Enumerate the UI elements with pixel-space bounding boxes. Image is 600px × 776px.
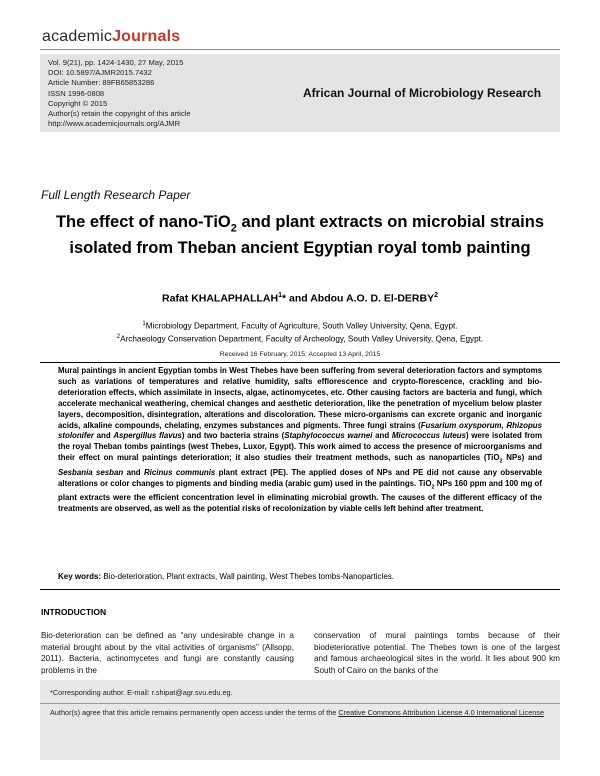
- header-divider: [40, 49, 560, 50]
- author-1: Rafat KHALAPHALLAH: [162, 292, 279, 305]
- authors: Rafat KHALAPHALLAH$^1$* and Abdou A.O. D. El-DERBY$^2$: [162, 292, 438, 305]
- article-title: The effect of nano-TiO$_2$ and plant extracts on microbial strains isolated from Theban ancient Egyptian royal tomb painting: [55, 213, 545, 258]
- article-number-line: Article Number: 89FB65853286: [48, 78, 155, 88]
- abstract: Mural paintings in ancient Egyptian tombs in West Thebes have been suffering from several deterioration factors and symptoms such as variations of temperatures and relative humidity, salts efflorescence and crypto-florescence, crackling and bio-deterioration effects, which assimilate in insects, algae, actinomycetes, etc. Other causing factors are bacteria and fungi, which accelerate mechanical weathering, chemical changes and aesthetic deterioration, like the penetration of mycelium below plaster layers, decomposition, disintegration, alterations and discoloration. These micro-organisms can excrete organic and inorganic acids, alkaline compounds, chelating, enzymes substances and pigments. Three fungi strains (Fusarium oxysporum, Rhizopus stolonifer and Aspergillus flavus) and two bacteria strains (Staphylococcus warnei and Micrococcus luteus) were isolated from the royal Theban tombs paintings (west Thebes, Luxor, Egypt). This work aimed to access the presence of microorganisms and their effect on mural paintings deterioration; it also studies their treatment methods, such as nanoparticles (TiO$_2$ NPs) and Sesbania sesban and Ricinus communis plant extract (PE). The applied doses of NPs and PE did not cause any observable alterations or color changes to pigments and binding media (arabic gum) used in the paintings. TiO$_2$ NPs 160 ppm and 100 mg of plant extracts were the efficient concentration level in eliminating microbial growth. The causes of the different efficacy of the treatments are observed, as well as the potential risks of recolonization by viable cells left behind after treatment.: [58, 366, 543, 514]
- keywords: Key words: Bio-deterioration, Plant extracts, Wall painting, West Thebes tombs-Nanoparticles.: [58, 572, 394, 581]
- abstract-bottom-rule: [40, 589, 560, 590]
- copyright-retain-line: Author(s) retain the copyright of this article: [48, 109, 191, 119]
- section-heading-introduction: INTRODUCTION: [41, 607, 107, 617]
- article-type: Full Length Research Paper: [41, 188, 191, 202]
- affiliation-1: $^1$Microbiology Department, Faculty of Agriculture, South Valley University, Qena, Egypt.: [142, 321, 458, 331]
- volume-line: Vol. 9(21), pp. 1424-1430, 27 May, 2015: [48, 58, 184, 67]
- intro-column-left: Bio-deterioration can be defined as “any undesirable change in a material brought about by the vital activities of organisms” (Allsopp, 2011). Bacteria, actinomycetes and fungi are constantly causing problems in the: [41, 631, 294, 675]
- publisher-logo: academicJournals: [42, 28, 181, 45]
- license-notice: Author(s) agree that this article remains permanently open access under the terms of the Creative Commons Attribution License 4.0 International License: [50, 708, 545, 717]
- corresponding-author: *Corresponding author. E-mail: r.shipat@agr.svu.edu.eg.: [50, 688, 233, 697]
- abstract-top-rule: [40, 362, 560, 363]
- affiliation-2: $^2$Archaeology Conservation Department, Faculty of Archeology, South Valley University, Qena, Egypt.: [116, 333, 484, 344]
- issn-line: ISSN 1996-0808: [48, 88, 105, 98]
- footer-divider: [40, 703, 560, 704]
- received-dates: Received 16 February, 2015; Accepted 13 April, 2015: [219, 351, 381, 358]
- journal-name: African Journal of Microbiology Research: [303, 86, 542, 100]
- doi-line: DOI: 10.5897/AJMR2015.7432: [48, 68, 152, 78]
- license-link[interactable]: Creative Commons Attribution License 4.0 International License: [338, 708, 545, 717]
- author-2: Abdou A.O. D. El-DERBY: [310, 292, 435, 305]
- affiliations: [30, 319, 570, 344]
- copyright-line: Copyright © 2015: [48, 98, 108, 108]
- intro-column-right: conservation of mural paintings tombs because of their biodeteriorative potential. The Thebes town is one of the largest and famous archaeological sites in the world. It lies about 900 km South of Cairo on the banks of the: [314, 631, 560, 675]
- journal-url-line[interactable]: http://www.academicjournals.org/AJMR: [48, 119, 181, 129]
- article-metadata: [48, 58, 191, 129]
